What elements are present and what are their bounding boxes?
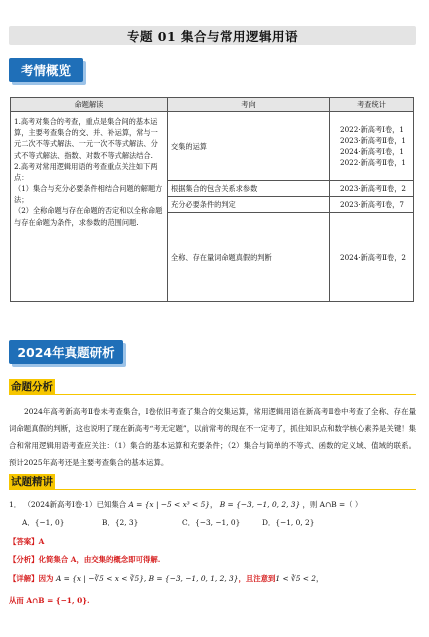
table-header: 命题解读 (11, 98, 168, 112)
page-title: 专题 01 集合与常用逻辑用语 (9, 26, 416, 45)
question-ask: ，则 A∩B =（ ） (302, 500, 363, 509)
analysis-tag: 命题分析 (11, 381, 53, 393)
analysis-content: 化简集合 A，由交集的概念即可得解. (38, 555, 161, 564)
stat-item: 2022·新高考Ⅱ卷，1 (340, 158, 406, 168)
direction-cell: 全称、存在量词命题真假的判断 (168, 213, 330, 302)
table-header: 考查统计 (330, 98, 414, 112)
option-d[interactable]: D．{−1, 0, 2} (262, 518, 315, 527)
detail-post: ，且注意到 (238, 574, 276, 583)
interpretation-text: （1）集合与充分必要条件相结合问题的解题方法； (14, 184, 163, 205)
table-header-row (11, 98, 414, 112)
detail-math: A = {x | −∛5 < x < ∛5}, B = {−3, −1, 0, 1, 2, 3} (55, 574, 239, 583)
detail-end: ， (316, 574, 324, 583)
answer-line: 【答案】A (9, 537, 45, 546)
question-source: （2024新高考Ⅰ卷·1）已知集合 (23, 500, 127, 509)
direction-cell: 充分必要条件的判定 (168, 197, 330, 213)
problems-tag: 试题精讲 (11, 476, 53, 488)
table-header: 考向 (168, 98, 330, 112)
interpretation-text: 1.高考对集合的考查，重点是集合间的基本运算，主要考查集合的交、并、补运算，常与一元二次不等式解法、一元一次不等式解法、分式不等式解法、指数、对数不等式解法结合. (14, 117, 158, 160)
detail-label: 【详解】 (9, 574, 39, 583)
analysis-label: 【分析】 (9, 555, 39, 564)
stats-cell: 2023·新高考Ⅰ卷，7 (330, 197, 414, 213)
detail-pre: 因为 (38, 574, 54, 583)
set-b: B = {−3, −1, 0, 2, 3} (219, 500, 301, 509)
stats-cell: 2023·新高考Ⅱ卷，2 (330, 181, 414, 197)
analysis-paragraph (9, 403, 416, 471)
analysis-line (9, 554, 160, 565)
option-c[interactable]: C．{−3, −1, 0} (182, 518, 241, 527)
table-row (11, 112, 414, 181)
option-a[interactable]: A．{−1, 0} (22, 518, 65, 527)
direction-cell: 根据集合的包含关系求参数 (168, 181, 330, 197)
stat-item: 2022·新高考Ⅰ卷，1 (340, 124, 404, 134)
analysis-text: 2024年高考新高考Ⅱ卷未考查集合，Ⅰ卷依旧考查了集合的交集运算，常用逻辑用语在新高考Ⅱ卷中考查了全称、存在量词命题真假的判断，这也说明了现在新高考“考无定题”，以前常考的现在不一定考了，抓住知识点和数学核心素养是关键！集合和常用逻辑用语考查应关注：（1）集合的基本运算和充要条件；（2）集合与简单的不等式、函数的定义域、值域的联系。预计2025年高考还是主要考查集合的基本运算。 (9, 407, 416, 467)
section-badge-overview: 考情概览 (9, 58, 83, 82)
option-b[interactable]: B．{2, 3} (102, 518, 139, 527)
problems-divider (9, 489, 416, 490)
interpretation-text: （2）全称命题与存在命题的否定和以全称命题与存在命题为条件，求参数的范围问题. (14, 206, 163, 227)
set-a: A = {x | −5 < x³ < 5} (128, 500, 210, 509)
direction-cell: 交集的运算 (168, 112, 330, 181)
detail-ineq: 1 < ∛5 < 2 (275, 574, 317, 583)
interpretation-text: 2.高考对常用逻辑用语的考查重点关注如下两点： (14, 161, 158, 182)
stat-item: 2023·新高考Ⅱ卷，1 (340, 136, 406, 145)
stats-cell (330, 112, 414, 181)
analysis-divider (9, 394, 416, 395)
question-stem: 1． （2024新高考Ⅰ卷·1）已知集合 A = {x | −5 < x³ < 5}， B = {−3, −1, 0, 2, 3} ，则 A∩B =（ ） (9, 500, 363, 509)
section-badge-2024: 2024年真题研析 (9, 340, 123, 364)
exam-overview-table (10, 97, 414, 302)
stats-cell: 2024·新高考Ⅱ卷，2 (330, 213, 414, 302)
interpretation-cell (11, 112, 168, 302)
question-number: 1． (9, 500, 22, 509)
detail-line (9, 573, 323, 584)
conclusion-line: 从而 A∩B = {−1, 0}. (9, 596, 90, 605)
stat-item: 2024·新高考Ⅰ卷，1 (340, 147, 404, 157)
options-row (22, 517, 342, 528)
